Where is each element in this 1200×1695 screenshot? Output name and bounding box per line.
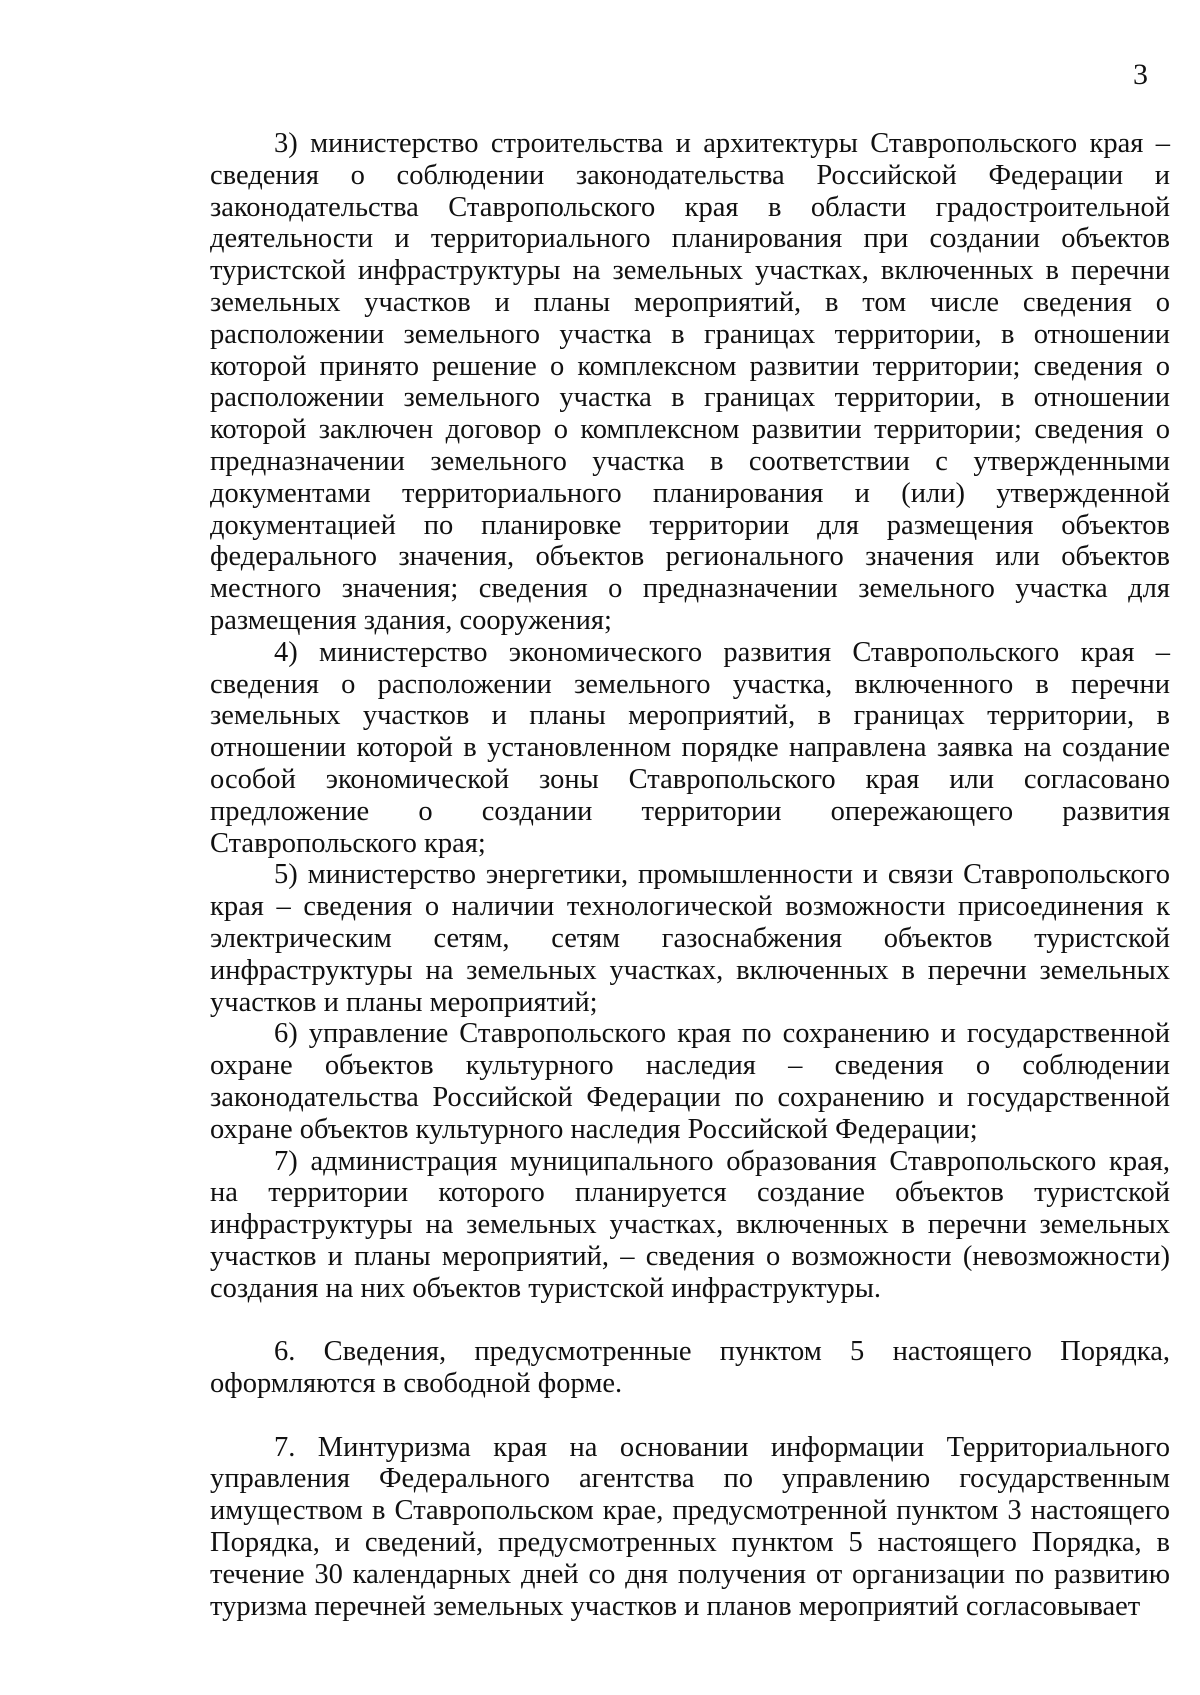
paragraph-item-5: 5) министерство энергетики, промышленности и связи Ставропольского края – сведения о наличии технологической возможности присоединения к электрическим сетям, сетям газоснабжения объектов туристской инфраструктуры на земельных участках, включенных в перечни земельных участков и планы мероприятий; (210, 859, 1170, 1018)
paragraph-item-7: 7) администрация муниципального образования Ставропольского края, на территории которого планируется создание объектов туристской инфраструктуры на земельных участках, включенных в перечни земельных участков и планы мероприятий, – сведения о возможности (невозможности) создания на них объектов туристской инфраструктуры. (210, 1145, 1170, 1304)
paragraph-item-4: 4) министерство экономического развития Ставропольского края – сведения о расположении земельного участка, включенного в перечни земельных участков и планы мероприятий, в границах территории, в отношении которой в установленном порядке направлена заявка на создание особой экономической зоны Ставропольского края или согласовано предложение о создании территории опережающего развития Ставропольского края; (210, 636, 1170, 859)
page-number: 3 (1133, 58, 1148, 91)
paragraph-clause-6: 6. Сведения, предусмотренные пунктом 5 настоящего Порядка, оформляются в свободной форме. (210, 1336, 1170, 1400)
document-body (210, 128, 1170, 1622)
paragraph-item-6: 6) управление Ставропольского края по сохранению и государственной охране объектов культурного наследия – сведения о соблюдении законодательства Российской Федерации по сохранению и государственной охране объектов культурного наследия Российской Федерации; (210, 1018, 1170, 1145)
paragraph-clause-7: 7. Минтуризма края на основании информации Территориального управления Федерального агентства по управлению государственным имуществом в Ставропольском крае, предусмотренной пунктом 3 настоящего Порядка, и сведений, предусмотренных пунктом 5 настоящего Порядка, в течение 30 календарных дней со дня получения от организации по развитию туризма перечней земельных участков и планов мероприятий согласовывает (210, 1431, 1170, 1622)
paragraph-item-3: 3) министерство строительства и архитектуры Ставропольского края – сведения о соблюдении законодательства Российской Федерации и законодательства Ставропольского края в области градостроительной деятельности и территориального планирования при создании объектов туристской инфраструктуры на земельных участках, включенных в перечни земельных участков и планы мероприятий, в том числе сведения о расположении земельного участка в границах территории, в отношении которой принято решение о комплексном развитии территории; сведения о расположении земельного участка в границах территории, в отношении которой заключен договор о комплексном развитии территории; сведения о предназначении земельного участка в соответствии с утвержденными документами территориального планирования и (или) утвержденной документацией по планировке территории для размещения объектов федерального значения, объектов регионального значения или объектов местного значения; сведения о предназначении земельного участка для размещения здания, сооружения; (210, 128, 1170, 636)
